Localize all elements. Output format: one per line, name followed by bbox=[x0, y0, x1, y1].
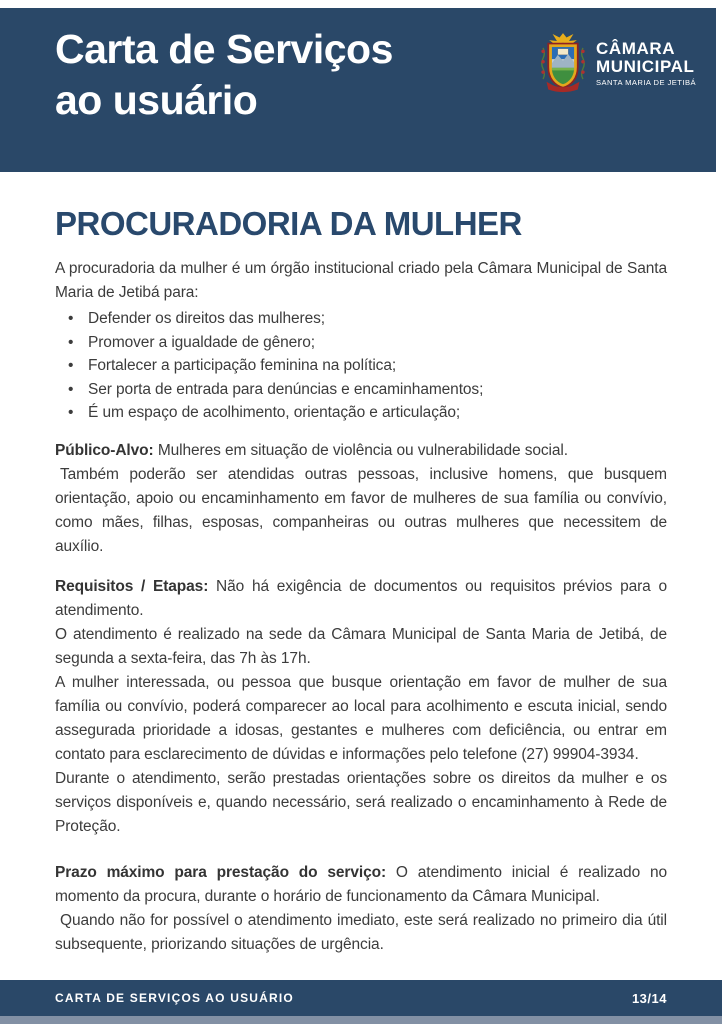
prazo-label: Prazo máximo para prestação do serviço: bbox=[55, 863, 387, 881]
requisitos-text-1: Não há exigência de documentos ou requisitos prévios para o atendimento. bbox=[55, 577, 667, 619]
page-content bbox=[0, 172, 722, 980]
publico-alvo-text: Mulheres em situação de violência ou vulnerabilidade social. bbox=[157, 441, 568, 459]
logo-text bbox=[596, 40, 696, 87]
coat-of-arms-icon bbox=[537, 32, 589, 95]
logo-org-line1: CÂMARA bbox=[595, 39, 676, 58]
page-footer bbox=[0, 980, 722, 1016]
requisitos-paragraph bbox=[55, 575, 667, 623]
requisitos-paragraph-3: A mulher interessada, ou pessoa que busque orientação em favor de mulher de sua família ou convívio, poderá comparecer ao local para acolhimento e escuta inicial, sendo assegurada prioridade a idosas, gestantes e mulheres com deficiência, ou entrar em contato para esclarecimento de dúvidas e informações pelo telefone (27) 99904-3934. bbox=[55, 673, 667, 763]
list-item: • Fortalecer a participação feminina na política; bbox=[55, 354, 667, 378]
prazo-block bbox=[55, 861, 667, 957]
prazo-text-1: O atendimento inicial é realizado no momento da procura, durante o horário de funcionamento da Câmara Municipal. bbox=[55, 863, 667, 905]
prazo-paragraph bbox=[55, 861, 667, 909]
camara-municipal-logo bbox=[537, 32, 696, 95]
list-item: • É um espaço de acolhimento, orientação e articulação; bbox=[55, 401, 667, 425]
list-item: • Ser porta de entrada para denúncias e encaminhamentos; bbox=[55, 378, 667, 402]
requisitos-block bbox=[55, 575, 667, 839]
page-edge-strip bbox=[0, 1016, 722, 1024]
list-item: • Defender os direitos das mulheres; bbox=[55, 307, 667, 331]
requisitos-paragraph-4: Durante o atendimento, serão prestadas orientações sobre os direitos da mulher e os serviços disponíveis e, quando necessário, será realizado o encaminhamento à Rede de Proteção. bbox=[55, 769, 667, 835]
prazo-paragraph-2: Quando não for possível o atendimento imediato, este será realizado no primeiro dia útil subsequente, priorizando situações de urgência. bbox=[55, 911, 667, 953]
requisitos-label: Requisitos / Etapas: bbox=[55, 577, 209, 595]
footer-document-title: CARTA DE SERVIÇOS AO USUÁRIO bbox=[55, 991, 294, 1005]
requisitos-paragraph-2: O atendimento é realizado na sede da Câmara Municipal de Santa Maria de Jetibá, de segunda a sexta-feira, das 7h às 17h. bbox=[55, 625, 667, 667]
publico-alvo-block bbox=[55, 439, 667, 559]
logo-org-line3: SANTA MARIA DE JETIBÁ bbox=[595, 78, 696, 87]
list-item: • Promover a igualdade de gênero; bbox=[55, 331, 667, 355]
document-title-line2: ao usuário bbox=[55, 77, 258, 123]
intro-paragraph: A procuradoria da mulher é um órgão institucional criado pela Câmara Municipal de Santa Maria de Jetibá para: bbox=[55, 260, 667, 301]
logo-org-line2: MUNICIPAL bbox=[595, 56, 695, 76]
section-title: PROCURADORIA DA MULHER bbox=[55, 205, 522, 242]
publico-alvo-paragraph bbox=[55, 439, 667, 463]
document-title-line1: Carta de Serviços bbox=[55, 26, 393, 72]
document-title bbox=[55, 24, 393, 126]
publico-alvo-paragraph-2: Também poderão ser atendidas outras pessoas, inclusive homens, que busquem orientação, apoio ou encaminhamento em favor de mulheres de sua família ou convívio, como mães, filhas, esposas, companheiras ou outras mulheres que necessitem de auxílio. bbox=[55, 465, 667, 555]
page-number: 13/14 bbox=[631, 990, 667, 1006]
services-bullet-list bbox=[55, 307, 667, 425]
publico-alvo-label: Público-Alvo: bbox=[55, 441, 154, 459]
page-header bbox=[0, 8, 716, 172]
